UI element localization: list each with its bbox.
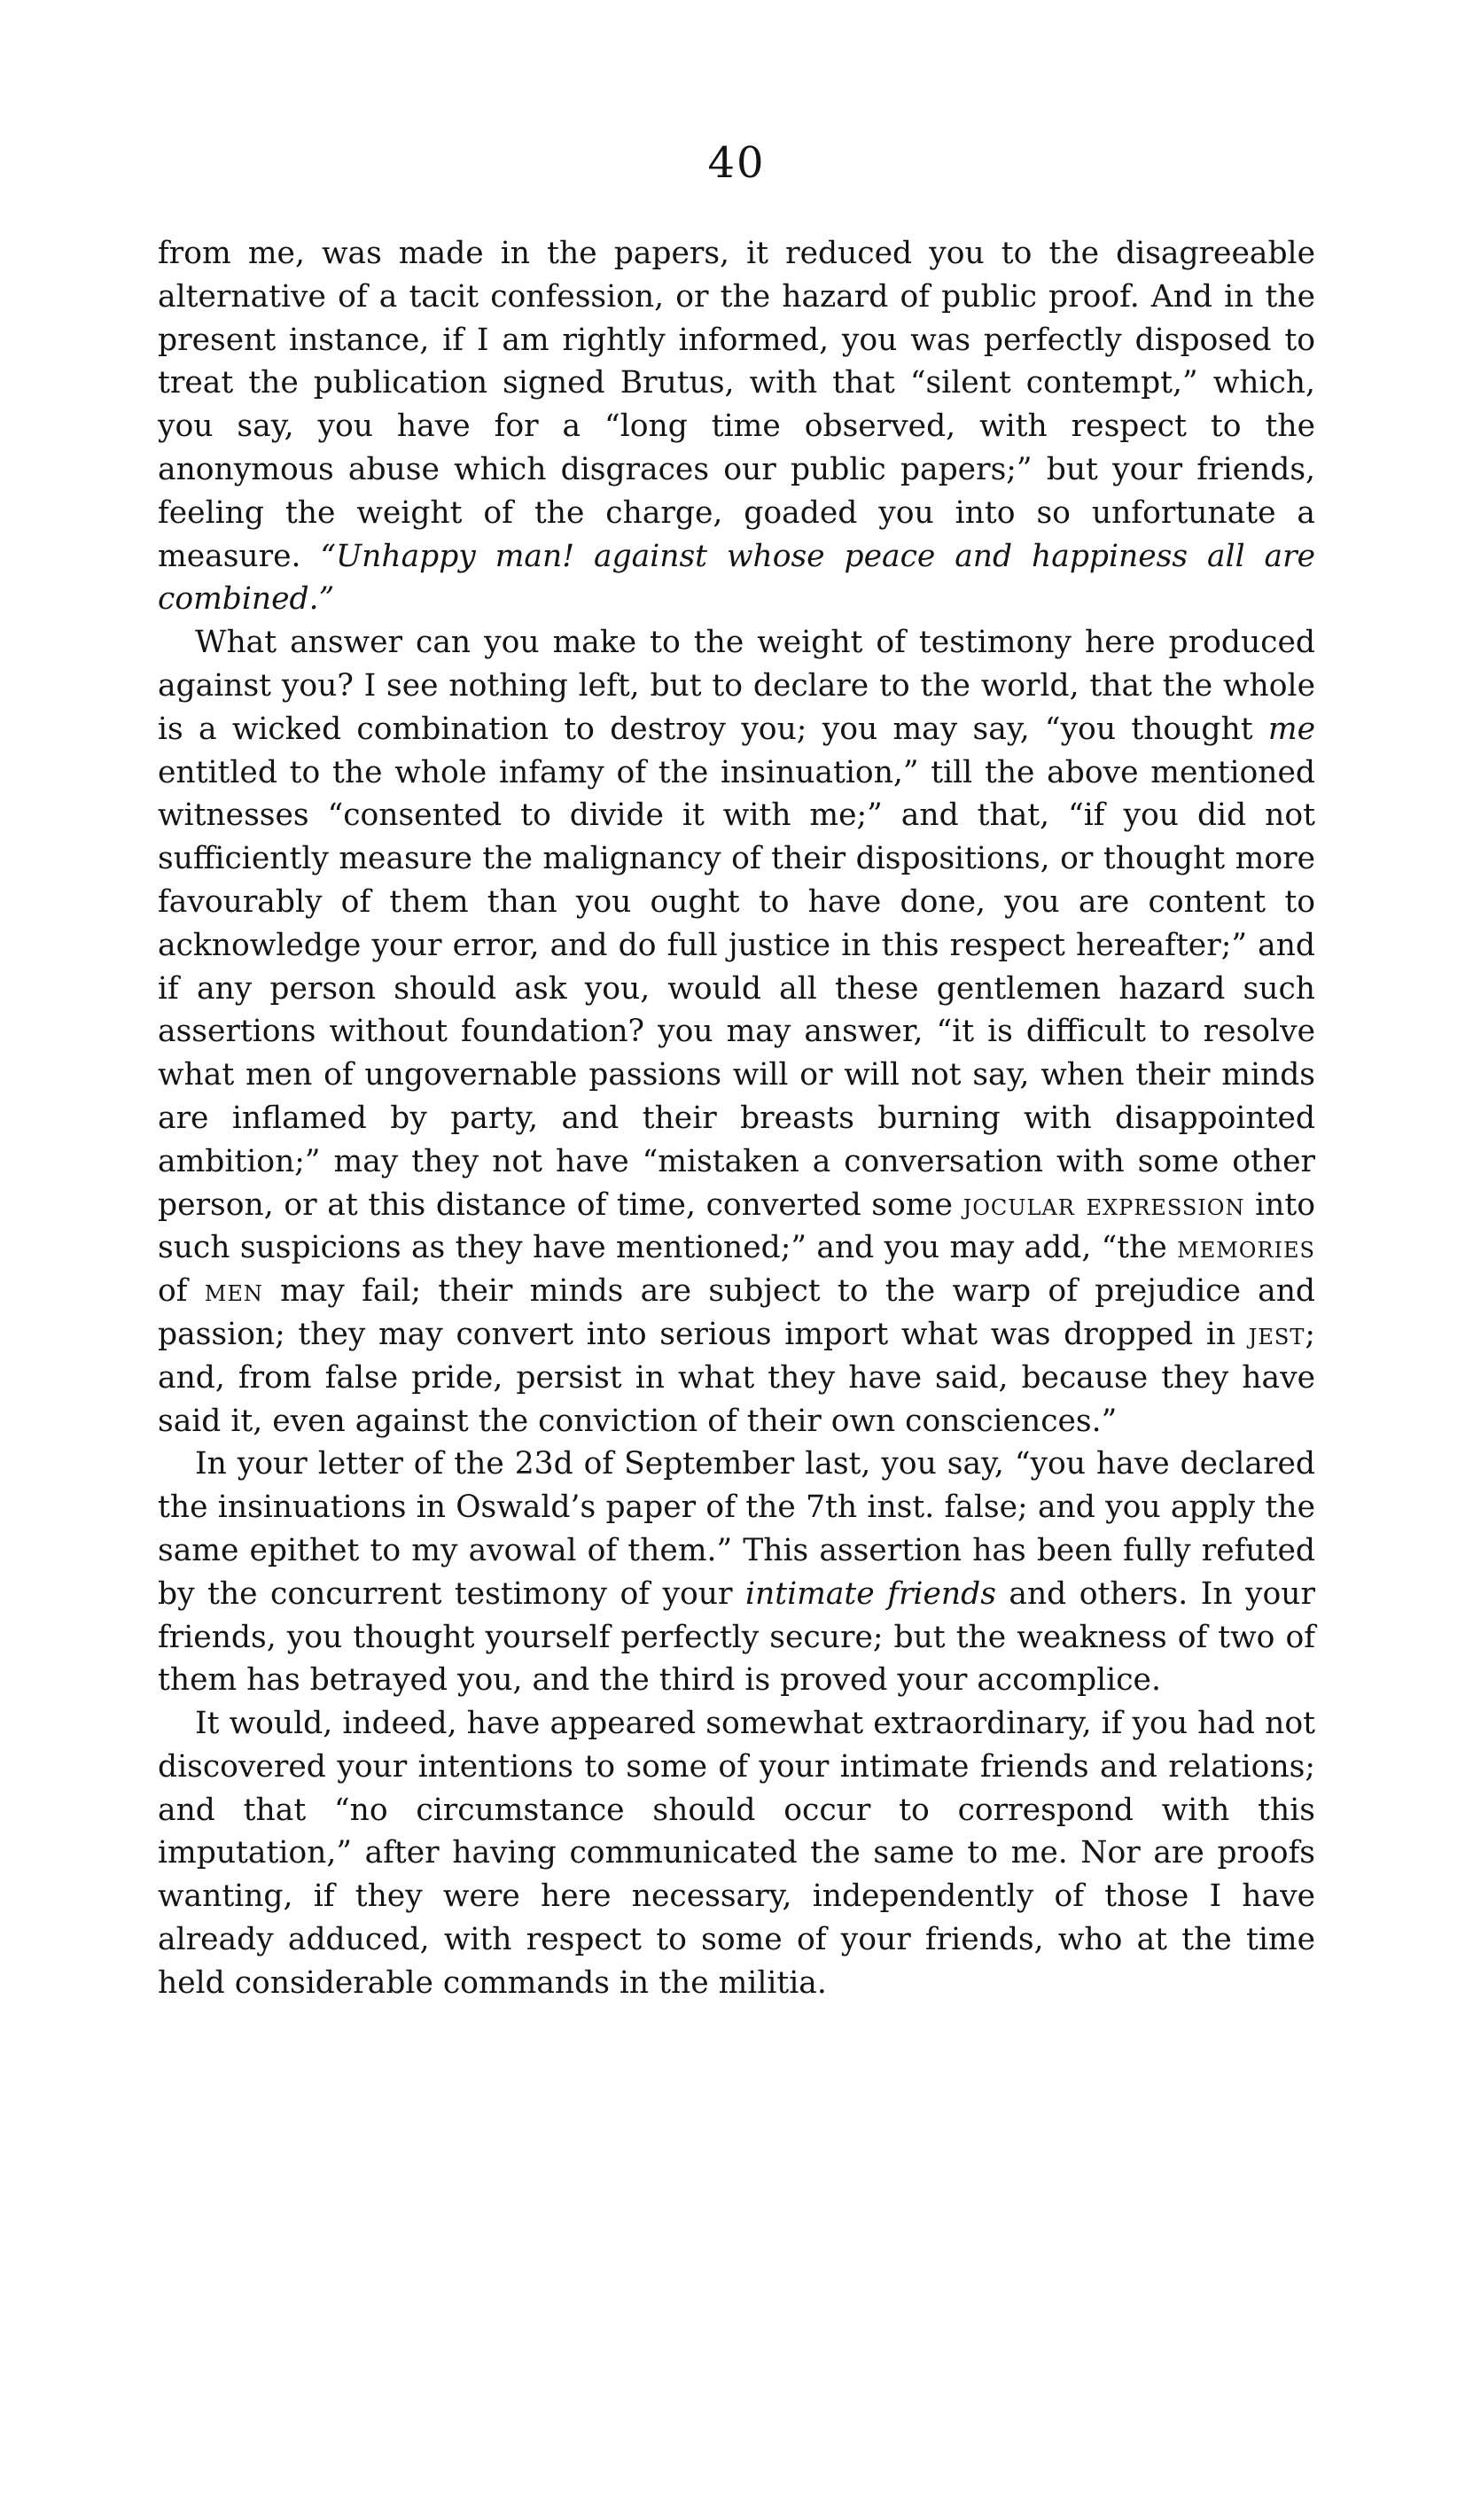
smallcaps-word: jest (1248, 1316, 1305, 1352)
text-run: It would, indeed, have appeared somewhat extraordinary, if you had not discovered your intentions to some of your intimate friends and relations; and that “no circumstance should occur to correspond with this imputation,” after having communicated the same to me. Nor are proofs wanting, if they were here necessary, independently of those I have already adduced, with respect to some of your friends, who at the time held considerable commands in the militia. (158, 1706, 1315, 2001)
italic-phrase: intimate friends (744, 1575, 996, 1612)
paragraph (158, 621, 1315, 1443)
text-run: and others. In your friends, you thought yourself perfectly secure; but the weakness of two of them has betrayed you, and the third is proved your accomplice. (158, 1575, 1316, 1699)
smallcaps-phrase: jocular expression (963, 1186, 1245, 1223)
text-run: of (158, 1273, 205, 1310)
text-run: In your letter of the 23d of September last, you say, “you have declared the insinuations in Oswald’s paper of the 7th inst. false; and you apply the same epithet to my avowal of them.” This assertion has been fully refuted by the concurrent testimony of your (158, 1446, 1315, 1612)
text-run: ; and, from false pride, persist in what they have said, because they have said it, even against the conviction of their own consciences.” (158, 1316, 1315, 1439)
paragraph (158, 1702, 1315, 2005)
paragraph (158, 232, 1315, 621)
smallcaps-word: men (204, 1273, 263, 1310)
text-run: What answer can you make to the weight of testimony here produced against you? I see nothing left, but to declare to the world, that the whole is a wicked combination to destroy you; you may say, “you thought (158, 625, 1315, 747)
text-run: from me, was made in the papers, it reduced you to the disagreeable alternative of a tacit confession, or the hazard of public proof. And in the present instance, if I am rightly informed, you was perfectly disposed to treat the publication signed Brutus, with that “silent contempt,” which, you say, you have for a “long time observed, with respect to the anonymous abuse which disgraces our public papers;” but your friends, feeling the weight of the charge, goaded you into so unfortunate a measure. (158, 236, 1315, 574)
body-text (158, 232, 1315, 2005)
italic-word: me (1267, 711, 1315, 747)
paragraph (158, 1443, 1315, 1702)
text-run: may fail; their minds are subject to the warp of prejudice and passion; they may convert into serious import what was dropped in (158, 1273, 1315, 1352)
text-run: entitled to the whole infamy of the insinuation,” till the above mentioned witnesses “consented to divide it with me;” and that, “if you did not sufficiently measure the malignancy of their dispositions, or thought more favourably of them than you ought to have done, you are content to acknowledge your error, and do full justice in this respect hereafter;” and if any person should ask you, would all these gentlemen hazard such assertions without foundation? you may answer, “it is difficult to resolve what men of ungovernable passions will or will not say, when their minds are inflamed by party, and their breasts burning with disappointed ambition;” may they not have “mistaken a conversation with some other person, or at this distance of time, converted some (158, 754, 1315, 1223)
page-number: 40 (707, 138, 766, 188)
smallcaps-word: memories (1177, 1230, 1315, 1266)
text-run: into such suspicions as they have mentioned;” and you may add, “the (158, 1186, 1316, 1266)
italic-quote: “Unhappy man! against whose peace and happiness all are combined.” (158, 538, 1316, 618)
